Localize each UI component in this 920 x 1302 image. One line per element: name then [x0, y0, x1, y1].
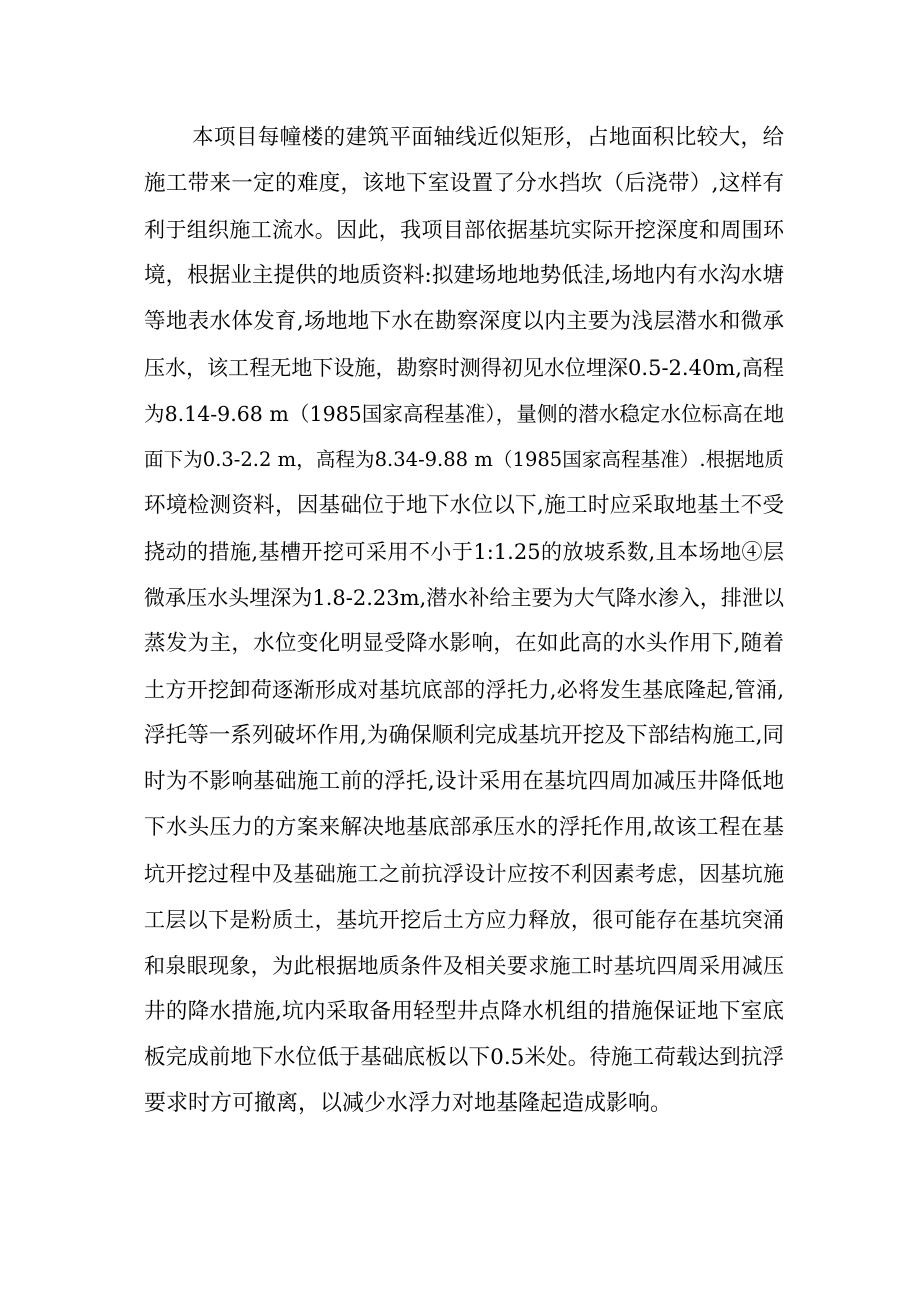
paragraph-line: 下水头压力的方案来解决地基底部承压水的浮托作用,故该工程在基	[144, 815, 784, 840]
paragraph-line: 微承压水头埋深为1.8-2.23m,潜水补给主要为大气降水渗入，排泄以	[144, 586, 784, 610]
paragraph-line: 境，根据业主提供的地质资料:拟建场地地势低洼,场地内有水沟水塘	[144, 263, 784, 288]
paragraph-line: 井的降水措施,坑内采取备用轻型井点降水机组的措施保证地下室底	[144, 999, 784, 1024]
paragraph-line: 本项目每幢楼的建筑平面轴线近似矩形，占地面积比较大，给	[192, 125, 784, 150]
paragraph-line: 板完成前地下水位低于基础底板以下0.5米处。待施工荷载达到抗浮	[144, 1045, 784, 1070]
paragraph-line: 蒸发为主，水位变化明显受降水影响，在如此高的水头作用下,随着	[144, 631, 784, 656]
paragraph-line: 要求时方可撤离，以减少水浮力对地基隆起造成影响。	[144, 1091, 673, 1116]
paragraph-line: 工层以下是粉质土，基坑开挖后土方应力释放，很可能存在基坑突涌	[144, 908, 784, 932]
paragraph-line: 时为不影响基础施工前的浮托,设计采用在基坑四周加减压井降低地	[144, 769, 784, 794]
paragraph-line: 利于组织施工流水。因此，我项目部依据基坑实际开挖深度和周围环	[144, 218, 784, 242]
paragraph-line: 为8.14-9.68 m（1985国家高程基准），量侧的潜水稳定水位标高在地	[144, 402, 784, 426]
paragraph-line: 和泉眼现象，为此根据地质条件及相关要求施工时基坑四周采用减压	[144, 954, 784, 978]
paragraph-line: 挠动的措施,基槽开挖可采用不小于1:1.25的放坡系数,且本场地④层	[144, 540, 784, 564]
paragraph-line: 土方开挖卸荷逐渐形成对基坑底部的浮托力,必将发生基底隆起,管涌,	[144, 678, 784, 702]
paragraph-line: 环境检测资料，因基础位于地下水位以下,施工时应采取地基土不受	[144, 493, 784, 518]
paragraph-line: 压水，该工程无地下设施，勘察时测得初见水位埋深0.5-2.40m,高程	[144, 356, 784, 380]
paragraph-line: 坑开挖过程中及基础施工之前抗浮设计应按不利因素考虑，因基坑施	[144, 862, 784, 886]
paragraph-line: 施工带来一定的难度，该地下室设置了分水挡坎（后浇带）,这样有	[144, 171, 784, 196]
paragraph-line: 等地表水体发育,场地地下水在勘察深度以内主要为浅层潜水和微承	[144, 309, 784, 334]
paragraph-line: 浮托等一系列破坏作用,为确保顺利完成基坑开挖及下部结构施工,同	[144, 723, 784, 748]
paragraph-line: 面下为0.3-2.2 m，高程为8.34-9.88 m（1985国家高程基准）.根据地质	[144, 448, 784, 471]
